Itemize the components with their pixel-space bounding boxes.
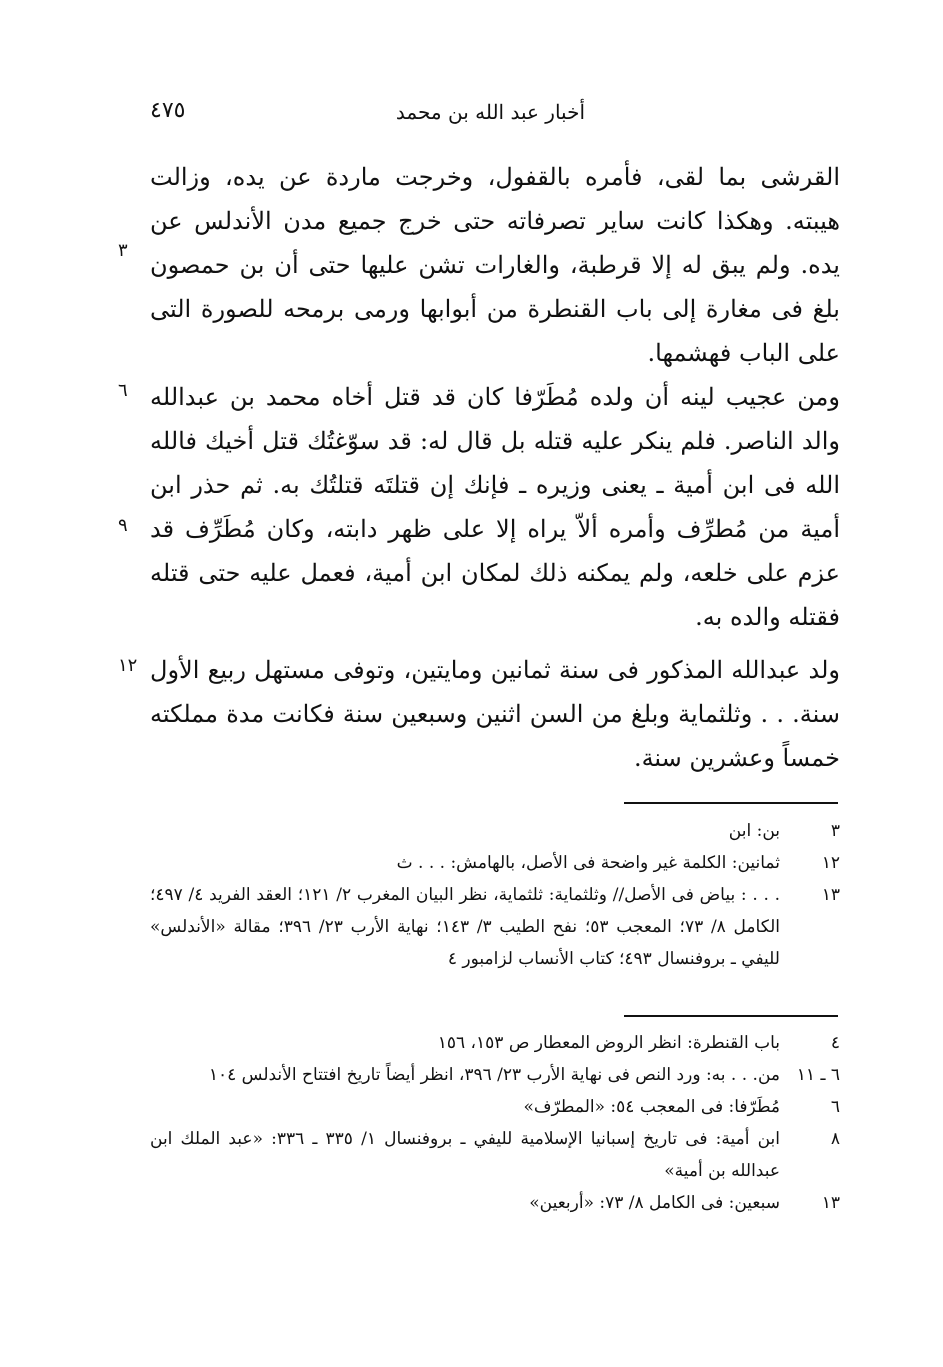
page-header (140, 98, 840, 138)
running-title: أخبار عبد الله بن محمد (395, 100, 585, 124)
note-text: ابن أمية: فى تاريخ إسبانيا الإسلامية لليفي ـ بروفنسال ١/ ٣٣٥ ـ ٣٣٦: «عبد الملك ابن عبدالله بن أمية» (150, 1129, 780, 1181)
note-text: من. . . به: ورد النص فى نهاية الأرب ٢٣/ ٣٩٦، انظر أيضاً تاريخ افتتاح الأندلس ١٠٤ (208, 1065, 780, 1085)
line-number: ٩ (118, 515, 128, 536)
note-ref: ٨ (830, 1129, 840, 1149)
note-ref: ٣ (830, 821, 840, 841)
note-ref: ٤ (830, 1033, 840, 1053)
note-text: مُطَرّفا: فى المعجب ٥٤: «المطرّف» (523, 1097, 780, 1117)
note-text: بن: ابن (728, 821, 780, 841)
paragraph-3: ولد عبدالله المذكور فى سنة ثمانين ومايتين، وتوفى مستهل ربيع الأول سنة. . . وثلثماية وبلغ من السن اثنين وسبعين سنة فكانت مدة مملكته خمساً وعشرين سنة. (150, 656, 841, 772)
page-number: ٤٧٥ (150, 98, 186, 123)
note-ref: ١٣ (821, 885, 840, 905)
note-text: ثمانين: الكلمة غير واضحة فى الأصل، بالهامش: . . . ث (396, 853, 780, 873)
apparatus-note (150, 815, 840, 847)
line-number: ١٢ (118, 655, 138, 676)
paragraph-2: ومن عجيب لينه أن ولده مُطَرّفا كان قد قتل أخاه محمد بن عبدالله والد الناصر. فلم ينكر عليه قتله بل قال له: قد سوّغتُك قتل أخيك فالله الله فى ابن أمية ـ يعنى وزيره ـ فإنك إن قتلتَه قتلتُك به. ثم حذر ابن أمية من مُطرِّف وأمره ألاّ يراه إلا على ظهر دابته، وكان مُطَرِّف قد عزم على خلعه، ولم يمكنه ذلك لمكان ابن أمية، فعمل عليه حتى قتله فقتله والده به. (150, 383, 840, 631)
note-text: سبعين: فى الكامل ٨/ ٧٣: «أربعين» (529, 1193, 780, 1213)
source-note (150, 1091, 840, 1123)
main-text-paragraph-3 (150, 648, 840, 780)
source-note (150, 1027, 840, 1059)
note-text: باب القنطرة: انظر الروض المعطار ص ١٥٣، ١٥٦ (437, 1033, 780, 1053)
apparatus-note (150, 879, 840, 975)
critical-apparatus (150, 815, 840, 975)
source-note (150, 1059, 840, 1091)
note-ref: ١٢ (821, 853, 840, 873)
apparatus-divider (624, 802, 838, 804)
main-text-paragraph-2 (150, 375, 840, 639)
note-text: . . . : بياض فى الأصل// وثلثماية: ثلثماية، نظر البيان المغرب ٢/ ١٢١؛ العقد الفريد ٤/ ٤٩٧؛ الكامل ٨/ ٧٣؛ المعجب ٥٣؛ نفح الطيب ٣/ ١٤٣؛ نهاية الأرب ٢٣/ ٣٩٦؛ مقالة «الأندلس» لليفي ـ بروفنسال ٤٩٣؛ كتاب الأنساب لزامبور ٤ (150, 885, 781, 969)
source-notes (150, 1027, 840, 1219)
note-ref: ١٣ (821, 1193, 840, 1213)
source-note (150, 1123, 840, 1187)
paragraph-1: القرشى بما لقى، فأمره بالقفول، وخرجت ماردة عن يده، وزالت هيبته. وهكذا كانت ساير تصرفاته حتى خرج جميع مدن الأندلس عن يده. ولم يبق له إلا قرطبة، والغارات تشن عليها حتى أن بن حمصون بلغ فى مغارة إلى باب القنطرة من أبوابها ورمى برمحه للصورة التى على الباب فهشمها. (150, 163, 840, 367)
note-ref: ٦ ـ ١١ (796, 1065, 840, 1085)
line-number: ٦ (118, 380, 128, 401)
sources-divider (624, 1015, 838, 1017)
line-number: ٣ (118, 240, 128, 261)
apparatus-note (150, 847, 840, 879)
source-note (150, 1187, 840, 1219)
note-ref: ٦ (830, 1097, 840, 1117)
main-text-paragraph-1 (150, 155, 840, 375)
